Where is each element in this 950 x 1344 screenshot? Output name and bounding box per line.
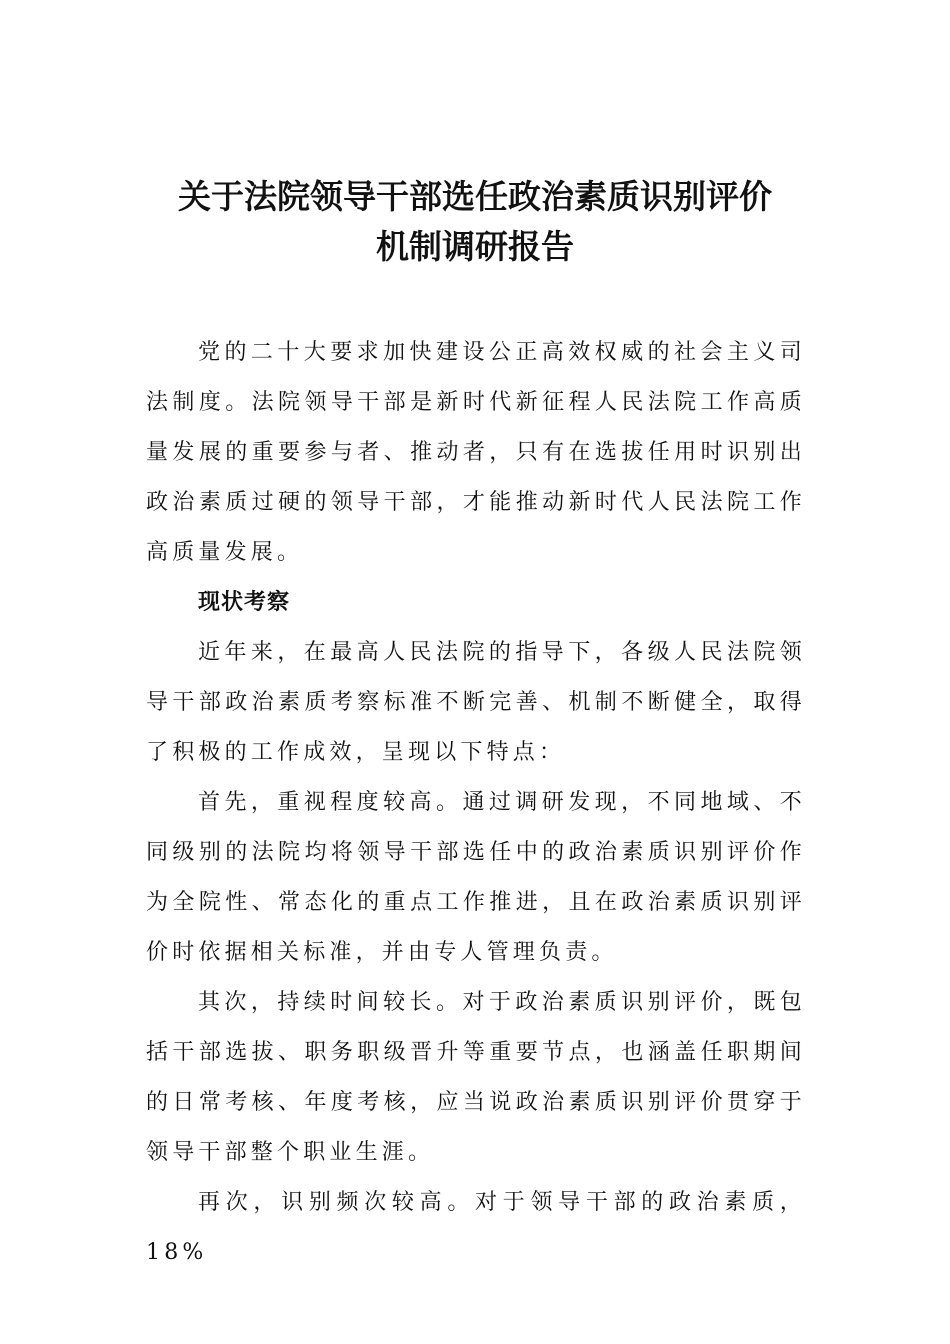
document-title [120, 172, 830, 272]
paragraph-third: 再次，识别频次较高。对于领导干部的政治素质，18% [146, 1190, 806, 1265]
title-line-1: 关于法院领导干部选任政治素质识别评价 [178, 177, 772, 216]
section-heading: 现状考察 [198, 590, 291, 615]
paragraph-second: 其次，持续时间较长。对于政治素质识别评价，既包括干部选拔、职务职级晋升等重要节点，也涵盖任职期间的日常考核、年度考核，应当说政治素质识别评价贯穿于领导干部整个职业生涯。 [146, 990, 806, 1165]
paragraph-overview: 近年来，在最高人民法院的指导下，各级人民法院领导干部政治素质考察标准不断完善、机制不断健全，取得了积极的工作成效，呈现以下特点： [146, 640, 806, 765]
title-line-2: 机制调研报告 [376, 227, 574, 266]
paragraph-first: 首先，重视程度较高。通过调研发现，不同地域、不同级别的法院均将领导干部选任中的政治素质识别评价作为全院性、常态化的重点工作推进，且在政治素质识别评价时依据相关标准，并由专人管理负责。 [146, 790, 806, 965]
paragraph-intro: 党的二十大要求加快建设公正高效权威的社会主义司法制度。法院领导干部是新时代新征程人民法院工作高质量发展的重要参与者、推动者，只有在选拔任用时识别出政治素质过硬的领导干部，才能推动新时代人民法院工作高质量发展。 [146, 340, 806, 565]
document-body [146, 328, 806, 1278]
